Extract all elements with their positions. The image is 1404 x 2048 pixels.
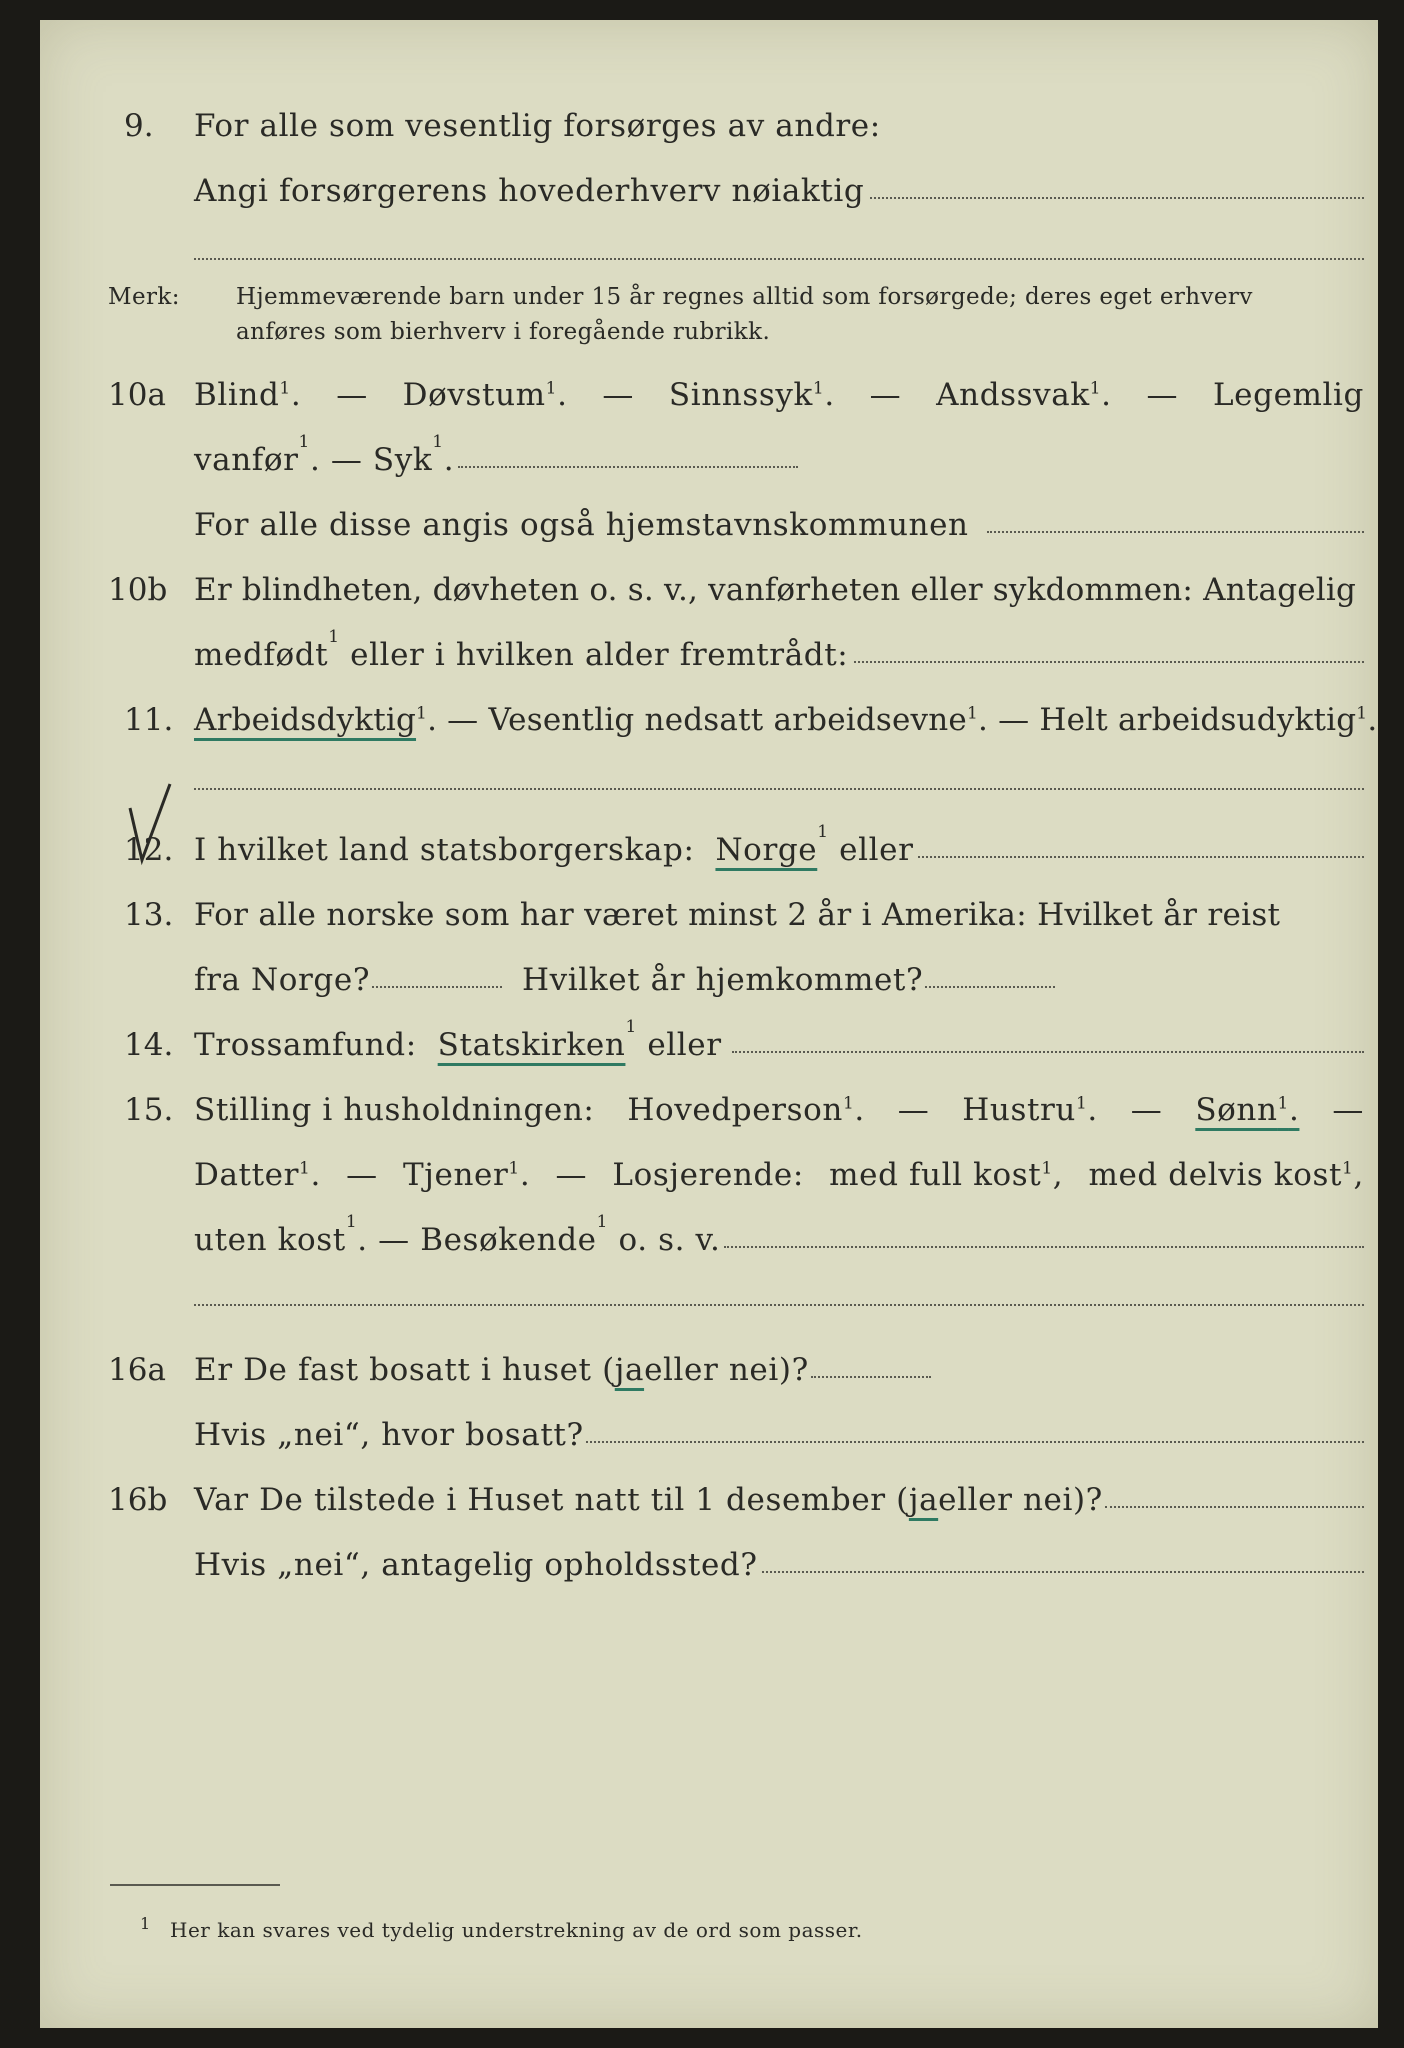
question-number-14: 14.: [124, 1027, 174, 1063]
q10b-answer-field[interactable]: [854, 637, 1364, 663]
q12-text: I hvilket land statsborgerskap:: [194, 832, 695, 868]
q16b-line2: [194, 1547, 1364, 1583]
q14-answer-field[interactable]: [732, 1027, 1364, 1053]
q15-full-kost-text: med full kost: [829, 1157, 1042, 1193]
q16a-bosatt-field[interactable]: [586, 1417, 1364, 1443]
q16a-text-b: eller nei)?: [644, 1352, 809, 1388]
q15-label: Stilling i husholdningen:: [194, 1092, 595, 1128]
q10a-line1: [194, 377, 1364, 413]
dash: —: [555, 1157, 588, 1193]
checkmark-icon: [112, 768, 182, 868]
q15-sonn: Sønn$^1$.: [1195, 1092, 1300, 1128]
q12-answer-field[interactable]: [918, 832, 1365, 858]
question-number-16a: 16a: [108, 1352, 166, 1388]
q16b-answer-field[interactable]: [1105, 1482, 1364, 1508]
q10a-line3-text: For alle disse angis også hjemstavnskommunen: [194, 507, 969, 543]
footnote-text: Her kan svares ved tydelig understrekning av de ord som passer.: [170, 1918, 863, 1942]
q10b-medfodt: medfødt: [194, 637, 329, 673]
question-number-12: 12.: [124, 832, 174, 868]
q15-extra-answer-line[interactable]: [194, 1304, 1364, 1306]
merk-label: Merk:: [108, 284, 180, 310]
q10a-legemlig: Legemlig: [1213, 377, 1364, 413]
q10a-line2: vanfør 1 . — Syk 1 .: [194, 442, 798, 478]
q10a-line3: [194, 507, 1364, 543]
q9-extra-answer-line[interactable]: [194, 258, 1364, 260]
q10a-hjemstavn-field[interactable]: [987, 507, 1364, 533]
q16b-line1: [194, 1482, 1364, 1518]
q10a-syk: Syk: [372, 442, 433, 478]
q13-hjemkommet-field[interactable]: [925, 962, 1055, 988]
q9-answer-field[interactable]: [870, 173, 1364, 199]
census-form-page: [40, 20, 1378, 2028]
q13-reist-field[interactable]: [372, 962, 502, 988]
q16b-text-a: Var De tilstede i Huset natt til 1 desember (: [194, 1482, 909, 1518]
q15-besokende: Besøkende: [420, 1222, 597, 1258]
question-number-10b: 10b: [108, 572, 168, 608]
dash: —: [897, 1092, 930, 1128]
dash: —: [336, 377, 368, 413]
q12-eller: eller: [839, 832, 914, 868]
q10a-blind: Blind$^1$.: [194, 377, 302, 413]
q16b-line2-text: Hvis „nei“, antagelig opholdssted?: [194, 1547, 758, 1583]
q15-line2: [194, 1157, 1364, 1193]
q9-line1: For alle som vesentlig forsørges av andre:: [194, 108, 881, 144]
q10a-sinnssyk-text: Sinnssyk: [668, 377, 813, 413]
q10a-andssvak-text: Andssvak: [936, 377, 1090, 413]
footnote-mark: 1: [140, 1914, 151, 1933]
q13-hjemkommet-label: Hvilket år hjemkommet?: [522, 962, 924, 998]
q10b-line2-text: eller i hvilken alder fremtrådt:: [350, 637, 849, 673]
q10a-vanfor: vanfør: [194, 442, 299, 478]
q12-line: I hvilket land statsborgerskap: Norge 1 eller: [194, 832, 1364, 868]
q10a-syk-field[interactable]: [458, 442, 798, 468]
dash: —: [1130, 1092, 1163, 1128]
q10a-blind-text: Blind: [194, 377, 280, 413]
q10a-dovstum-text: Døvstum: [402, 377, 546, 413]
dash: —: [346, 1157, 378, 1193]
q16a-line2-text: Hvis „nei“, hvor bosatt?: [194, 1417, 584, 1453]
q14-text: Trossamfund:: [194, 1027, 417, 1063]
question-number-10a: 10a: [108, 377, 166, 413]
q13-line2: [194, 962, 1055, 998]
q15-hustru-text: Hustru: [962, 1092, 1076, 1128]
question-number-15: 15.: [124, 1092, 174, 1128]
q10a-andssvak: Andssvak$^1$.: [936, 377, 1112, 413]
q15-delvis-kost-text: med delvis kost: [1088, 1157, 1343, 1193]
question-number-16b: 16b: [108, 1482, 168, 1518]
q15-sonn-text: Sønn: [1195, 1092, 1278, 1128]
q16a-answer-field[interactable]: [811, 1352, 931, 1378]
q10b-line1: Er blindheten, døvheten o. s. v., vanførheten eller sykdommen: Antagelig: [194, 572, 1357, 608]
footnote-divider: [110, 1884, 280, 1886]
q15-hustru: Hustru$^1$.: [962, 1092, 1098, 1128]
q12-norge: Norge: [715, 832, 818, 868]
q10a-sinnssyk: Sinnssyk$^1$.: [668, 377, 835, 413]
q11-arbeidsdyktig: Arbeidsdyktig: [194, 702, 417, 738]
dash: —: [1332, 1092, 1364, 1128]
q16a-line2: [194, 1417, 1364, 1453]
q15-tjener-text: Tjener: [403, 1157, 509, 1193]
question-number-9: 9.: [124, 108, 154, 144]
q10a-dovstum: Døvstum$^1$.: [402, 377, 568, 413]
q15-hovedperson: Hovedperson$^1$.: [627, 1092, 865, 1128]
q11-nedsatt: Vesentlig nedsatt arbeidsevne: [488, 702, 967, 738]
q15-line1: [194, 1092, 1364, 1128]
merk-line2: anføres som bierhverv i foregående rubrikk.: [236, 319, 771, 345]
q11-line: Arbeidsdyktig$^1$. — Vesentlig nedsatt arbeidsevne$^1$. — Helt arbeidsudyktig$^1$.: [194, 702, 1378, 738]
q15-hovedperson-text: Hovedperson: [627, 1092, 843, 1128]
q13-line1: For alle norske som har været minst 2 år i Amerika: Hvilket år reist: [194, 897, 1281, 933]
q9-line2-text: Angi forsørgerens hovederhverv nøiaktig: [194, 173, 865, 209]
dash: —: [602, 377, 635, 413]
q15-osv: o. s. v.: [618, 1222, 721, 1258]
q13-reist-label: fra Norge?: [194, 962, 371, 998]
q15-losjerende: Losjerende:: [612, 1157, 804, 1193]
q15-tjener: Tjener$^1$.: [403, 1157, 531, 1193]
q14-statskirken: Statskirken: [437, 1027, 626, 1063]
q14-line: Trossamfund: Statskirken 1 eller: [194, 1027, 1364, 1063]
dash: —: [869, 377, 902, 413]
q16a-line1: [194, 1352, 931, 1388]
q15-datter: Datter$^1$.: [194, 1157, 321, 1193]
question-number-13: 13.: [124, 897, 174, 933]
q16b-ja: ja: [908, 1482, 939, 1518]
q15-delvis-kost: med delvis kost$^1$,: [1088, 1157, 1364, 1193]
q15-datter-text: Datter: [194, 1157, 300, 1193]
q15-answer-field[interactable]: [724, 1222, 1364, 1248]
q9-line2: [194, 173, 1364, 209]
q15-full-kost: med full kost$^1$,: [829, 1157, 1064, 1193]
q11-extra-answer-line[interactable]: [194, 788, 1364, 790]
question-number-11: 11.: [124, 702, 174, 738]
q16a-ja: ja: [614, 1352, 645, 1388]
q11-udyktig: Helt arbeidsudyktig: [1039, 702, 1357, 738]
q10b-line2: medfødt 1 eller i hvilken alder fremtrådt:: [194, 637, 1364, 673]
q16b-opholdssted-field[interactable]: [762, 1547, 1364, 1573]
q14-eller: eller: [647, 1027, 722, 1063]
q16b-text-b: eller nei)?: [938, 1482, 1103, 1518]
dash: —: [1146, 377, 1179, 413]
q16a-text-a: Er De fast bosatt i huset (: [194, 1352, 615, 1388]
q15-uten-kost: uten kost: [194, 1222, 346, 1258]
q15-line3: uten kost 1 . — Besøkende 1 o. s. v.: [194, 1222, 1364, 1258]
merk-line1: Hjemmeværende barn under 15 år regnes alltid som forsørgede; deres eget erhverv: [236, 284, 1253, 310]
